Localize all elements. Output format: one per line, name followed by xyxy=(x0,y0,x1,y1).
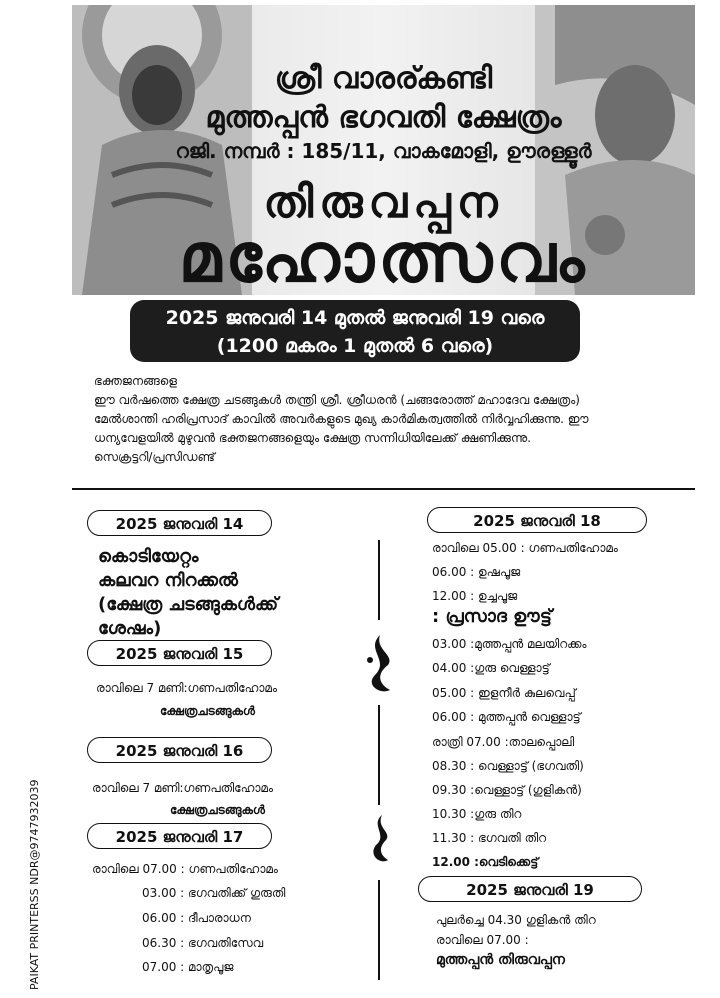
date-range: 2025 ജനുവരി 14 മുതൽ ജനുവരി 19 വരെ xyxy=(165,307,545,329)
intro-signature: സെക്രട്ടറി/പ്രസിഡണ്ട് xyxy=(94,450,215,464)
center-divider xyxy=(378,880,380,980)
schedule-item: 11.30 : ഭഗവതി തിറ xyxy=(432,831,547,845)
festival-title-top: തിരുവപ്പന xyxy=(263,177,504,228)
intro-message xyxy=(94,372,654,467)
schedule-item: രാവിലെ 7 മണി:ഗണപതിഹോമം xyxy=(96,681,277,695)
schedule-item: ക്ഷേത്രചടങ്ങുകൾ xyxy=(160,704,255,718)
schedule-item: 12.00 :വെടിക്കെട്ട് xyxy=(432,855,539,869)
schedule-item: മുത്തപ്പൻ തിരുവപ്പന xyxy=(436,952,565,968)
center-divider xyxy=(378,540,380,620)
schedule-item: 06.00 : ഉഷപൂജ xyxy=(432,565,521,579)
printer-credit: PAIKAT PRINTERSS NDR@9747932039 xyxy=(28,779,41,990)
date-pill-jan16: 2025 ജനുവരി 16 xyxy=(87,737,272,763)
date-pill-jan17: 2025 ജനുവരി 17 xyxy=(87,823,272,849)
schedule-item: 03.00 :മുത്തപ്പൻ മലയിറക്കം xyxy=(432,637,587,651)
intro-line: മേൽശാന്തി ഹരിപ്രസാദ് കാവിൽ അവർകളുടെ മുഖ്യ കാർമികത്വത്തിൽ നിർവ്വഹിക്കുന്നു. ഈ xyxy=(94,412,589,426)
schedule-item: 04.00 :ഗുരു വെള്ളാട്ട് xyxy=(432,661,550,675)
schedule-item: പുലർച്ചെ 04.30 ഗുളികൻ തിറ xyxy=(436,913,596,927)
date-pill-jan14: 2025 ജനുവരി 14 xyxy=(87,510,272,536)
schedule-item: 06.00 : മുത്തപ്പൻ വെള്ളാട്ട് xyxy=(432,710,581,724)
schedule-item: കലവറ നിറക്കൽ xyxy=(98,570,238,591)
ornament-icon xyxy=(360,630,400,700)
festival-date-box xyxy=(130,300,580,362)
intro-line: ധന്യവേളയിൽ മുഴുവൻ ഭക്തജനങ്ങളെയും ക്ഷേത്ര സന്നിധിയിലേക്ക് ക്ഷണിക്കുന്നു. xyxy=(94,431,532,445)
schedule-item: 10.30 :ഗുരു തിറ xyxy=(432,807,522,821)
registration-line: റജി. നമ്പർ : 185/11, വാകമോളി, ഊരള്ളൂർ xyxy=(175,139,592,163)
schedule-item: രാവിലെ 07.00 : xyxy=(436,933,529,947)
divider xyxy=(72,488,695,490)
ornament-icon xyxy=(360,810,400,870)
schedule-item: രാവിലെ 07.00 : ഗണപതിഹോമം xyxy=(92,862,278,876)
schedule-item: 06.00 : ദീപാരാധന xyxy=(142,911,251,925)
intro-line: ഭക്തജനങ്ങളെ xyxy=(94,374,177,388)
festival-title-main: മഹോത്സവം xyxy=(178,219,589,295)
header-banner xyxy=(72,5,695,295)
schedule-item: കൊടിയേറ്റം xyxy=(98,546,199,567)
schedule-item: 07.00 : മാതൃപൂജ xyxy=(142,960,234,974)
date-pill-jan15: 2025 ജനുവരി 15 xyxy=(87,640,272,666)
schedule-item: 08.30 : വെള്ളാട്ട് (ഭഗവതി) xyxy=(432,759,584,773)
temple-name-line2: മുത്തപ്പൻ ഭഗവതി ക്ഷേത്രം xyxy=(205,100,562,135)
date-pill-jan19: 2025 ജനുവരി 19 xyxy=(418,876,642,902)
center-divider xyxy=(378,705,380,805)
schedule-item: 12.00 : ഉച്ചപൂജ xyxy=(432,589,518,603)
schedule-item: 05.00 : ഇളനീർ കുലവെപ്പ് xyxy=(432,686,576,700)
schedule-item: (ക്ഷേത്ര ചടങ്ങുകൾക്ക് xyxy=(98,594,279,615)
schedule-item: ക്ഷേത്രചടങ്ങുകൾ xyxy=(170,803,265,817)
schedule-item: രാവിലെ 05.00 : ഗണപതിഹോമം xyxy=(432,541,618,555)
schedule-item: ശേഷം) xyxy=(98,618,162,639)
schedule-item: 03.00 : ഭഗവതിക്ക് ഗുരുതി xyxy=(142,886,286,900)
schedule-item: 06.30 : ഭഗവതിസേവ xyxy=(142,936,264,950)
temple-name-line1: ശ്രീ വാരര്കണ്ടി xyxy=(274,61,493,96)
malayalam-date-range: (1200 മകരം 1 മുതൽ 6 വരെ) xyxy=(216,335,494,357)
schedule-item: രാവിലെ 7 മണി:ഗണപതിഹോമം xyxy=(92,781,273,795)
date-pill-jan18: 2025 ജനുവരി 18 xyxy=(427,507,647,533)
schedule-item: രാത്രി 07.00 :താലപ്പൊലി xyxy=(432,735,575,749)
intro-line: ഈ വർഷത്തെ ക്ഷേത്ര ചടങ്ങുകൾ തന്ത്രി ശ്രീ. ശ്രീധരൻ (ചങ്ങരോത്ത് മഹാദേവ ക്ഷേത്രം) xyxy=(94,393,580,407)
schedule-item: 09.30 :വെള്ളാട്ട് (ഗുളികൻ) xyxy=(432,783,582,797)
schedule-item: : പ്രസാദ ഊട്ട് xyxy=(432,606,552,627)
